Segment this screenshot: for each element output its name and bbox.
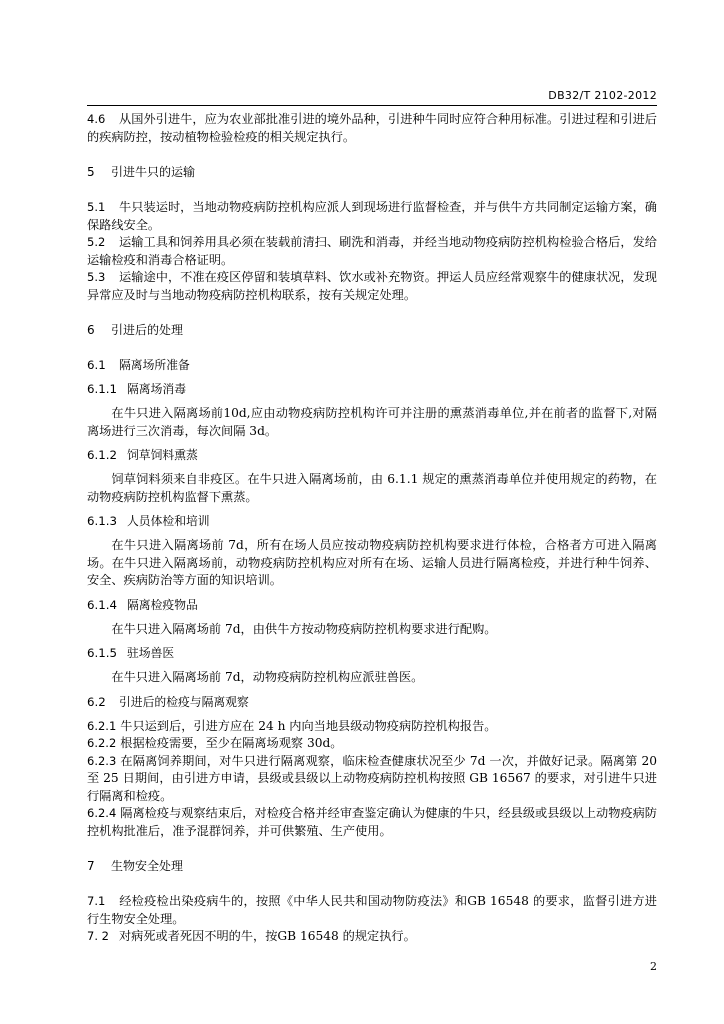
clause-number: 6.2.2 [87, 736, 117, 750]
section-number: 6 [87, 323, 95, 337]
section-6-1-4-heading [87, 597, 657, 614]
section-6-heading [87, 322, 657, 339]
section-title: 饲草饲料熏蒸 [127, 448, 198, 462]
section-6-1-5-text: 在牛只进入隔离场前 7d，动物疫病防控机构应派驻兽医。 [111, 670, 424, 684]
section-6-1-5-heading [87, 645, 657, 662]
clause-5-3 [87, 269, 657, 304]
clause-text: 牛只运到后，引进方应在 24 h 内向当地县级动物疫病防控机构报告。 [120, 718, 497, 733]
clause-number: 4.6 [87, 112, 106, 126]
clause-text: 运输工具和饲养用具必须在装载前清扫、刷洗和消毒，并经当地动物疫病防控机构检验合格后，发给运输检疫和消毒合格证明。 [87, 235, 657, 267]
clause-number: 5.2 [87, 235, 106, 249]
document-body [87, 111, 657, 946]
section-title: 隔离检疫物品 [127, 597, 198, 612]
clause-number: 7. 2 [87, 929, 109, 943]
clause-5-2 [87, 234, 657, 269]
clause-number: 6.2.4 [87, 806, 117, 820]
section-number: 6.1.4 [87, 597, 118, 612]
section-6-1-2-heading [87, 447, 657, 464]
section-6-1-4-text: 在牛只进入隔离场前 7d，由供牛方按动物疫病防控机构要求进行配购。 [111, 621, 497, 636]
section-number: 6.1.3 [87, 514, 118, 528]
clause-text: 在隔离饲养期间，对牛只进行隔离观察，临床检查健康状况至少 7d 一次，并做好记录。隔离第 20 至 25 日期间，由引进方申请，县级或县级以上动物疫病防控机构按照 GB 16567 的要求，对引进牛只进行隔离和检疫。 [87, 753, 657, 803]
clause-text: 根据检疫需要，至少在隔离场观察 30d。 [120, 736, 343, 750]
section-6-1-heading [87, 357, 657, 374]
section-number: 7 [87, 859, 95, 873]
clause-text: 从国外引进牛，应为农业部批准引进的境外品种，引进种牛同时应符合种用标准。引进过程和引进后的疾病防控，按动植物检验检疫的相关规定执行。 [87, 112, 657, 144]
section-number: 6.1.1 [87, 382, 118, 396]
section-title: 生物安全处理 [111, 859, 184, 873]
section-6-1-3-text: 在牛只进入隔离场前 7d，所有在场人员应按动物疫病防控机构要求进行体检，合格者方可进入隔离场。在牛只进入隔离场前，动物疫病防控机构应对所有在场、运输人员进行隔离检疫，并进行种牛饲养、安全、疾病防治等方面的知识培训。 [87, 538, 657, 587]
section-6-2-heading [87, 694, 657, 711]
clause-number: 5.3 [87, 270, 106, 284]
clause-text: 隔离检疫与观察结束后，对检疫合格并经审查鉴定确认为健康的牛只，经县级或县级以上动物疫病防控机构批准后，准予混群饲养，并可供繁殖、生产使用。 [87, 806, 657, 838]
clause-text: 经检疫检出染疫病牛的，按照《中华人民共和国动物防疫法》和GB 16548 的要求，监督引进方进行生物安全处理。 [87, 894, 657, 926]
section-title: 引进后的检疫与隔离观察 [119, 694, 249, 709]
section-number: 6.1.5 [87, 646, 118, 660]
clause-4-6 [87, 111, 657, 146]
section-title: 驻场兽医 [127, 646, 175, 660]
section-5-heading [87, 164, 657, 181]
section-number: 6.2 [87, 694, 106, 709]
section-title: 引进牛只的运输 [111, 165, 196, 179]
header-rule [87, 105, 657, 106]
section-number: 5 [87, 165, 95, 179]
clause-6-2-3 [87, 753, 657, 806]
clause-5-1 [87, 199, 657, 234]
section-title: 隔离场所准备 [119, 358, 190, 372]
clause-7-2 [87, 928, 657, 946]
section-6-1-1-text: 在牛只进入隔离场前10d,应由动物疫病防控机构许可并注册的熏蒸消毒单位,并在前者的监督下,对隔离场进行三次消毒，每次间隔 3d。 [87, 406, 657, 438]
section-6-1-2-text: 饲草饲料须来自非疫区。在牛只进入隔离场前，由 6.1.1 规定的熏蒸消毒单位并使用规定的药物，在动物疫病防控机构监督下熏蒸。 [87, 472, 657, 504]
section-number: 6.1.2 [87, 448, 118, 462]
clause-text: 运输途中，不准在疫区停留和装填草料、饮水或补充物资。押运人员应经常观察牛的健康状况，发现异常应及时与当地动物疫病防控机构联系，按有关规定处理。 [87, 270, 657, 302]
clause-text: 对病死或者死因不明的牛，按GB 16548 的规定执行。 [119, 929, 416, 943]
clause-6-2-4 [87, 805, 657, 840]
standard-code: DB32/T 2102-2012 [548, 89, 657, 102]
section-7-heading [87, 858, 657, 875]
page-number: 2 [650, 960, 657, 973]
clause-number: 6.2.3 [87, 753, 117, 768]
clause-6-2-1 [87, 718, 657, 736]
clause-number: 6.2.1 [87, 718, 117, 733]
section-title: 隔离场消毒 [127, 382, 186, 396]
section-6-1-1-heading [87, 381, 657, 398]
section-6-1-3-heading [87, 513, 657, 530]
section-number: 6.1 [87, 358, 106, 372]
clause-number: 5.1 [87, 200, 106, 214]
clause-number: 7.1 [87, 894, 106, 908]
section-title: 引进后的处理 [111, 323, 184, 337]
section-title: 人员体检和培训 [127, 514, 210, 528]
clause-7-1 [87, 893, 657, 928]
clause-6-2-2 [87, 735, 657, 753]
clause-text: 牛只装运时，当地动物疫病防控机构应派人到现场进行监督检查，并与供牛方共同制定运输方案，确保路线安全。 [87, 200, 657, 232]
